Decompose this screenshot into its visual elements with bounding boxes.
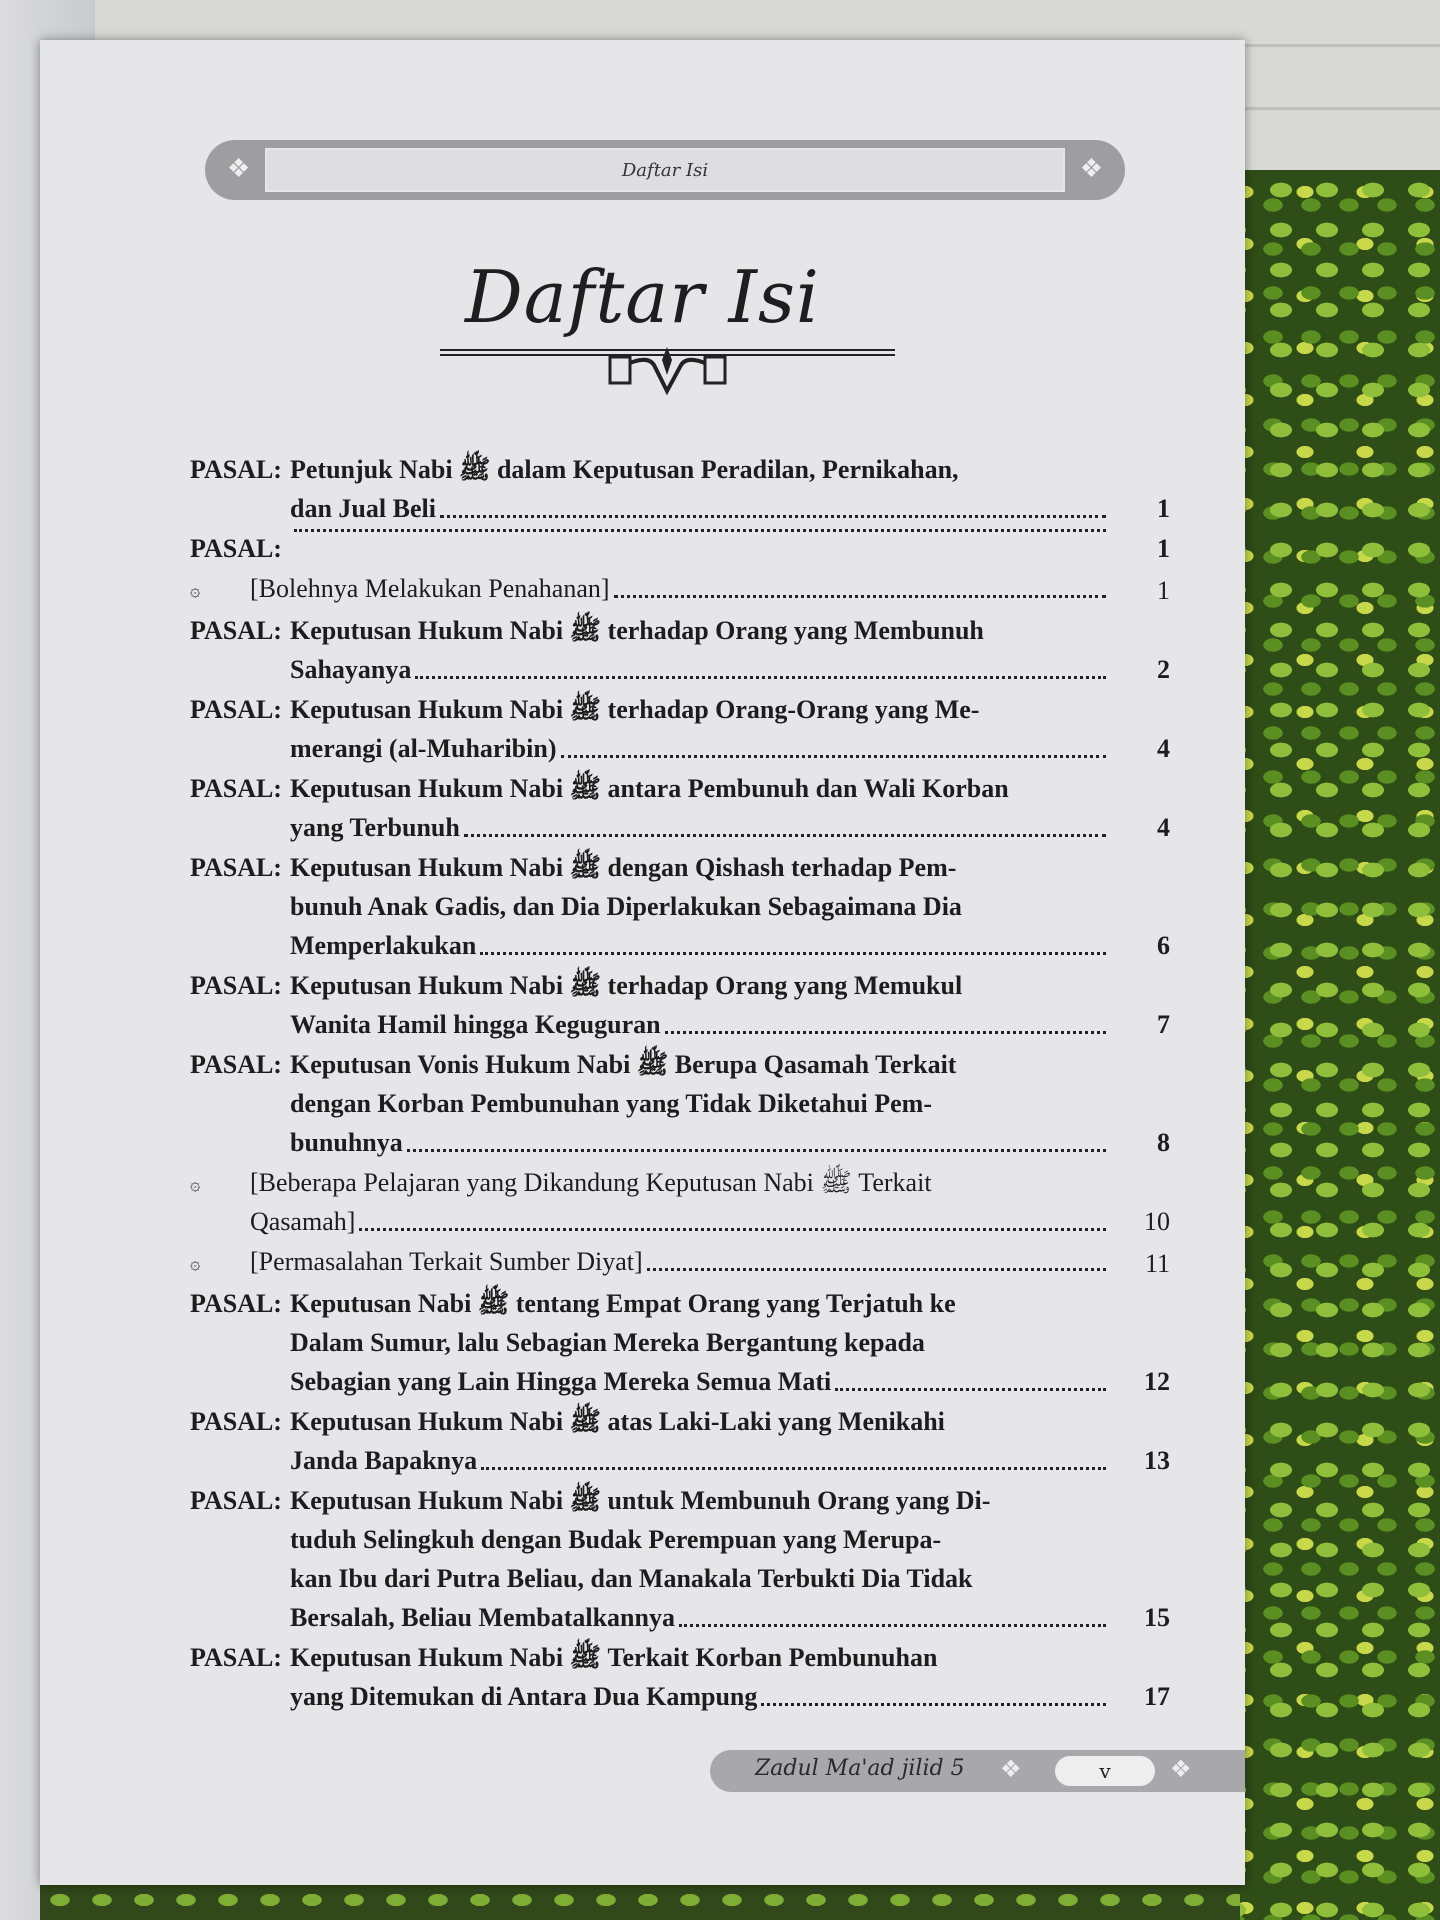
page-title: Daftar Isi xyxy=(465,255,820,339)
bullet-ornament-icon: ۞ xyxy=(190,1253,201,1273)
toc-entry[interactable] xyxy=(190,1402,1170,1480)
entry-page-number: 4 xyxy=(1157,813,1170,842)
entry-body xyxy=(250,1242,1110,1283)
toc-entry[interactable] xyxy=(190,848,1170,965)
dot-leader xyxy=(407,1123,1106,1152)
toc-entry[interactable] xyxy=(190,690,1170,768)
entry-line: Keputusan Hukum Nabi ﷺ atas Laki-Laki yang Menikahi xyxy=(290,1407,945,1436)
toc-entry[interactable] xyxy=(190,1481,1170,1637)
entry-line: Keputusan Hukum Nabi ﷺ terhadap Orang yang Membunuh xyxy=(290,616,984,645)
dot-leader xyxy=(294,529,1106,532)
bullet-ornament-icon: ۞ xyxy=(190,580,201,600)
toc-entry[interactable] xyxy=(190,611,1170,689)
entry-line: tuduh Selingkuh dengan Budak Perempuan yang Merupa- xyxy=(290,1525,942,1554)
background-foliage xyxy=(1215,170,1440,1920)
entry-label: PASAL: xyxy=(190,534,282,563)
entry-page-number: 13 xyxy=(1144,1446,1170,1475)
entry-line-last: [Permasalahan Terkait Sumber Diyat] xyxy=(250,1247,643,1276)
entry-label: PASAL: xyxy=(190,774,282,803)
entry-label: PASAL: xyxy=(190,1050,282,1079)
knot-ornament-icon: ❖ xyxy=(1000,1755,1022,1783)
entry-body xyxy=(290,529,1110,568)
entry-line: bunuh Anak Gadis, dan Dia Diperlakukan Sebagaimana Dia xyxy=(290,892,962,921)
toc-entry[interactable] xyxy=(190,1163,1170,1241)
page-footer xyxy=(710,1750,1245,1792)
entry-line-last: merangi (al-Muharibin) xyxy=(290,734,557,763)
toc-entry[interactable] xyxy=(190,450,1170,528)
entry-label: PASAL: xyxy=(190,1407,282,1436)
toc-entry[interactable] xyxy=(190,1242,1170,1283)
entry-line-last: Sebagian yang Lain Hingga Mereka Semua Mati xyxy=(290,1367,832,1396)
toc-entry[interactable] xyxy=(190,1045,1170,1162)
entry-body xyxy=(290,611,1110,689)
entry-line: kan Ibu dari Putra Beliau, dan Manakala Terbukti Dia Tidak xyxy=(290,1564,973,1593)
dot-leader xyxy=(480,926,1106,955)
dot-leader xyxy=(679,1598,1106,1627)
entry-label: PASAL: xyxy=(190,853,282,882)
toc-entry[interactable] xyxy=(190,769,1170,847)
entry-line: Keputusan Hukum Nabi ﷺ untuk Membunuh Orang yang Di- xyxy=(290,1486,991,1515)
entry-label: PASAL: xyxy=(190,1289,282,1318)
table-of-contents xyxy=(190,450,1170,1717)
entry-line-last: Sahayanya xyxy=(290,655,412,684)
knot-ornament-icon: ❖ xyxy=(1170,1755,1192,1783)
entry-page-number: 4 xyxy=(1157,734,1170,763)
entry-line: Dalam Sumur, lalu Sebagian Mereka Bergantung kepada xyxy=(290,1328,925,1357)
entry-body xyxy=(290,690,1110,768)
entry-body xyxy=(250,569,1110,610)
knot-ornament-icon: ❖ xyxy=(227,154,251,184)
entry-page-number: 8 xyxy=(1157,1128,1170,1157)
entry-page-number: 10 xyxy=(1144,1207,1170,1236)
entry-page-number: 7 xyxy=(1157,1010,1170,1039)
entry-body xyxy=(290,966,1110,1044)
entry-body xyxy=(290,769,1110,847)
running-header xyxy=(205,140,1125,200)
entry-line: [Beberapa Pelajaran yang Dikandung Keputusan Nabi ﷺ Terkait xyxy=(250,1168,932,1197)
entry-label: PASAL: xyxy=(190,455,282,484)
entry-line-last: Memperlakukan xyxy=(290,931,477,960)
dot-leader xyxy=(481,1441,1106,1470)
entry-label: PASAL: xyxy=(190,1643,282,1672)
entry-page-number: 1 xyxy=(1157,534,1170,563)
dot-leader xyxy=(647,1242,1106,1271)
toc-entry[interactable] xyxy=(190,966,1170,1044)
entry-line: dengan Korban Pembunuhan yang Tidak Diketahui Pem- xyxy=(290,1089,932,1118)
title-divider-ornament-icon xyxy=(440,345,895,395)
entry-line: Keputusan Hukum Nabi ﷺ dengan Qishash terhadap Pem- xyxy=(290,853,957,882)
entry-line-last: Wanita Hamil hingga Keguguran xyxy=(290,1010,661,1039)
dot-leader xyxy=(665,1005,1106,1034)
dot-leader xyxy=(835,1362,1106,1391)
entry-label: PASAL: xyxy=(190,971,282,1000)
entry-body xyxy=(250,1163,1110,1241)
entry-line: Keputusan Hukum Nabi ﷺ Terkait Korban Pembunuhan xyxy=(290,1643,938,1672)
toc-entry[interactable] xyxy=(190,1284,1170,1401)
entry-label: PASAL: xyxy=(190,695,282,724)
entry-line: Keputusan Hukum Nabi ﷺ terhadap Orang yang Memukul xyxy=(290,971,963,1000)
entry-line-last: [Bolehnya Melakukan Penahanan] xyxy=(250,574,610,603)
entry-line-last: dan Jual Beli xyxy=(290,494,436,523)
entry-body xyxy=(290,450,1110,528)
entry-line-last: yang Terbunuh xyxy=(290,813,460,842)
entry-page-number: 1 xyxy=(1157,494,1170,523)
dot-leader xyxy=(359,1202,1106,1231)
entry-line: Petunjuk Nabi ﷺ dalam Keputusan Peradilan, Pernikahan, xyxy=(290,455,959,484)
entry-page-number: 17 xyxy=(1144,1682,1170,1711)
book-page xyxy=(40,40,1245,1885)
entry-page-number: 6 xyxy=(1157,931,1170,960)
entry-line-last: Janda Bapaknya xyxy=(290,1446,478,1475)
entry-line-last: Qasamah] xyxy=(250,1207,356,1236)
dot-leader xyxy=(614,569,1106,598)
entry-line: Keputusan Nabi ﷺ tentang Empat Orang yang Terjatuh ke xyxy=(290,1289,956,1318)
entry-body xyxy=(290,1402,1110,1480)
entry-body xyxy=(290,1284,1110,1401)
entry-body xyxy=(290,848,1110,965)
entry-line: Keputusan Vonis Hukum Nabi ﷺ Berupa Qasamah Terkait xyxy=(290,1050,957,1079)
entry-page-number: 1 xyxy=(1157,576,1170,605)
entry-body xyxy=(290,1045,1110,1162)
entry-page-number: 11 xyxy=(1144,1249,1170,1278)
entry-body xyxy=(290,1638,1110,1716)
entry-line: Keputusan Hukum Nabi ﷺ antara Pembunuh dan Wali Korban xyxy=(290,774,1009,803)
toc-entry[interactable] xyxy=(190,1638,1170,1716)
page-number: v xyxy=(1055,1756,1155,1786)
bullet-ornament-icon: ۞ xyxy=(190,1174,201,1194)
dot-leader xyxy=(761,1677,1106,1706)
entry-label: PASAL: xyxy=(190,616,282,645)
entry-line-last: yang Ditemukan di Antara Dua Kampung xyxy=(290,1682,758,1711)
background-foliage-bottom xyxy=(40,1880,1240,1920)
entry-page-number: 12 xyxy=(1144,1367,1170,1396)
toc-entry[interactable] xyxy=(190,569,1170,610)
dot-leader xyxy=(440,489,1106,518)
entry-line: Keputusan Hukum Nabi ﷺ terhadap Orang-Orang yang Me- xyxy=(290,695,980,724)
dot-leader xyxy=(415,650,1106,679)
entry-line-last: bunuhnya xyxy=(290,1128,403,1157)
dot-leader xyxy=(464,808,1106,837)
entry-label: PASAL: xyxy=(190,1486,282,1515)
knot-ornament-icon: ❖ xyxy=(1079,154,1103,184)
entry-body xyxy=(290,1481,1110,1637)
entry-page-number: 2 xyxy=(1157,655,1170,684)
entry-page-number: 15 xyxy=(1144,1603,1170,1632)
dot-leader xyxy=(561,729,1107,758)
running-title: Daftar Isi xyxy=(621,159,709,181)
entry-line-last: Bersalah, Beliau Membatalkannya xyxy=(290,1603,675,1632)
toc-entry[interactable] xyxy=(190,529,1170,568)
book-title: Zadul Ma'ad jilid 5 xyxy=(755,1756,965,1781)
